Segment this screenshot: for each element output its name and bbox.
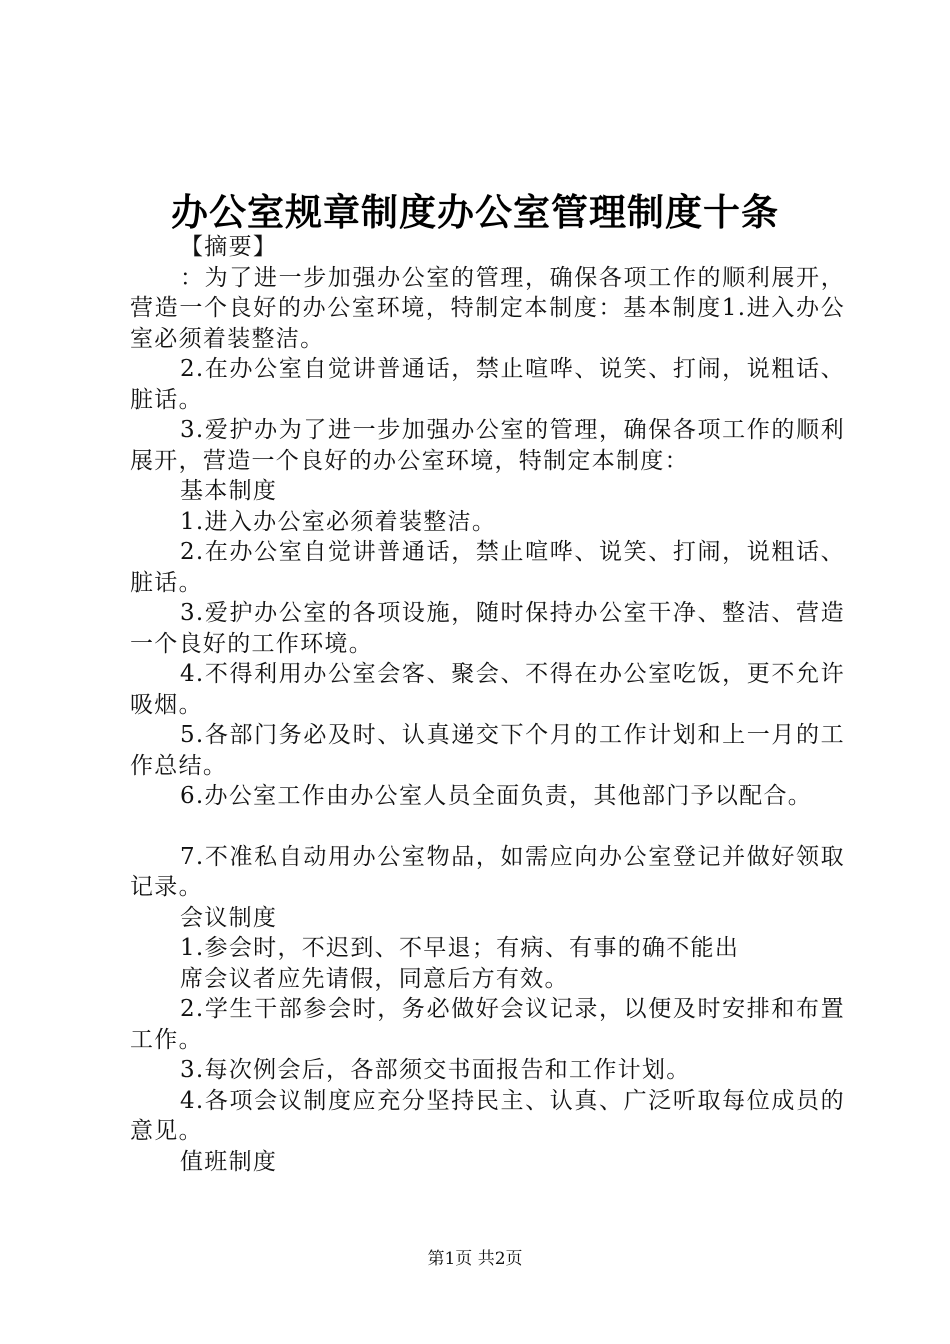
paragraph: 3.爱护办公室的各项设施，随时保持办公室干净、整洁、营造一个良好的工作环境。: [130, 600, 845, 657]
abstract-heading: 【摘要】: [180, 234, 278, 260]
paragraph: 2.在办公室自觉讲普通话，禁止喧哗、说笑、打闹，说粗话、脏话。: [130, 539, 845, 596]
paragraph: 4.不得利用办公室会客、聚会、不得在办公室吃饭，更不允许吸烟。: [130, 661, 845, 718]
paragraph: ：为了进一步加强办公室的管理，确保各项工作的顺利展开，营造一个良好的办公室环境，特制定本制度：基本制度1.进入办公室必须着装整洁。: [130, 264, 845, 352]
paragraph: 3.爱护办为了进一步加强办公室的管理，确保各项工作的顺利展开，营造一个良好的办公室环境，特制定本制度：: [130, 417, 845, 474]
paragraph: 6.办公室工作由办公室人员全面负责，其他部门予以配合。: [180, 783, 813, 809]
section-heading: 基本制度: [180, 478, 278, 504]
paragraph: 3.每次例会后，各部须交书面报告和工作计划。: [180, 1057, 691, 1083]
paragraph: 1.参会时，不迟到、不早退；有病、有事的确不能出: [180, 935, 740, 961]
page-footer: 第1页 共2页: [427, 1249, 523, 1269]
paragraph: 1.进入办公室必须着装整洁。: [180, 508, 497, 535]
paragraph: 4.各项会议制度应充分坚持民主、认真、广泛听取每位成员的意见。: [130, 1087, 845, 1144]
paragraph: 7.不准私自动用办公室物品，如需应向办公室登记并做好领取记录。: [130, 843, 845, 900]
paragraph: 5.各部门务必及时、认真递交下个月的工作计划和上一月的工作总结。: [130, 722, 845, 779]
document-title: 办公室规章制度办公室管理制度十条: [171, 190, 779, 234]
paragraph: 席会议者应先请假，同意后方有效。: [180, 965, 569, 992]
section-heading: 会议制度: [180, 904, 278, 931]
section-heading: 值班制度: [180, 1148, 278, 1175]
paragraph: 2.学生干部参会时，务必做好会议记录，以便及时安排和布置工作。: [130, 996, 845, 1053]
paragraph: 2.在办公室自觉讲普通话，禁止喧哗、说笑、打闹，说粗话、脏话。: [130, 356, 845, 413]
document-body: [130, 232, 845, 1177]
